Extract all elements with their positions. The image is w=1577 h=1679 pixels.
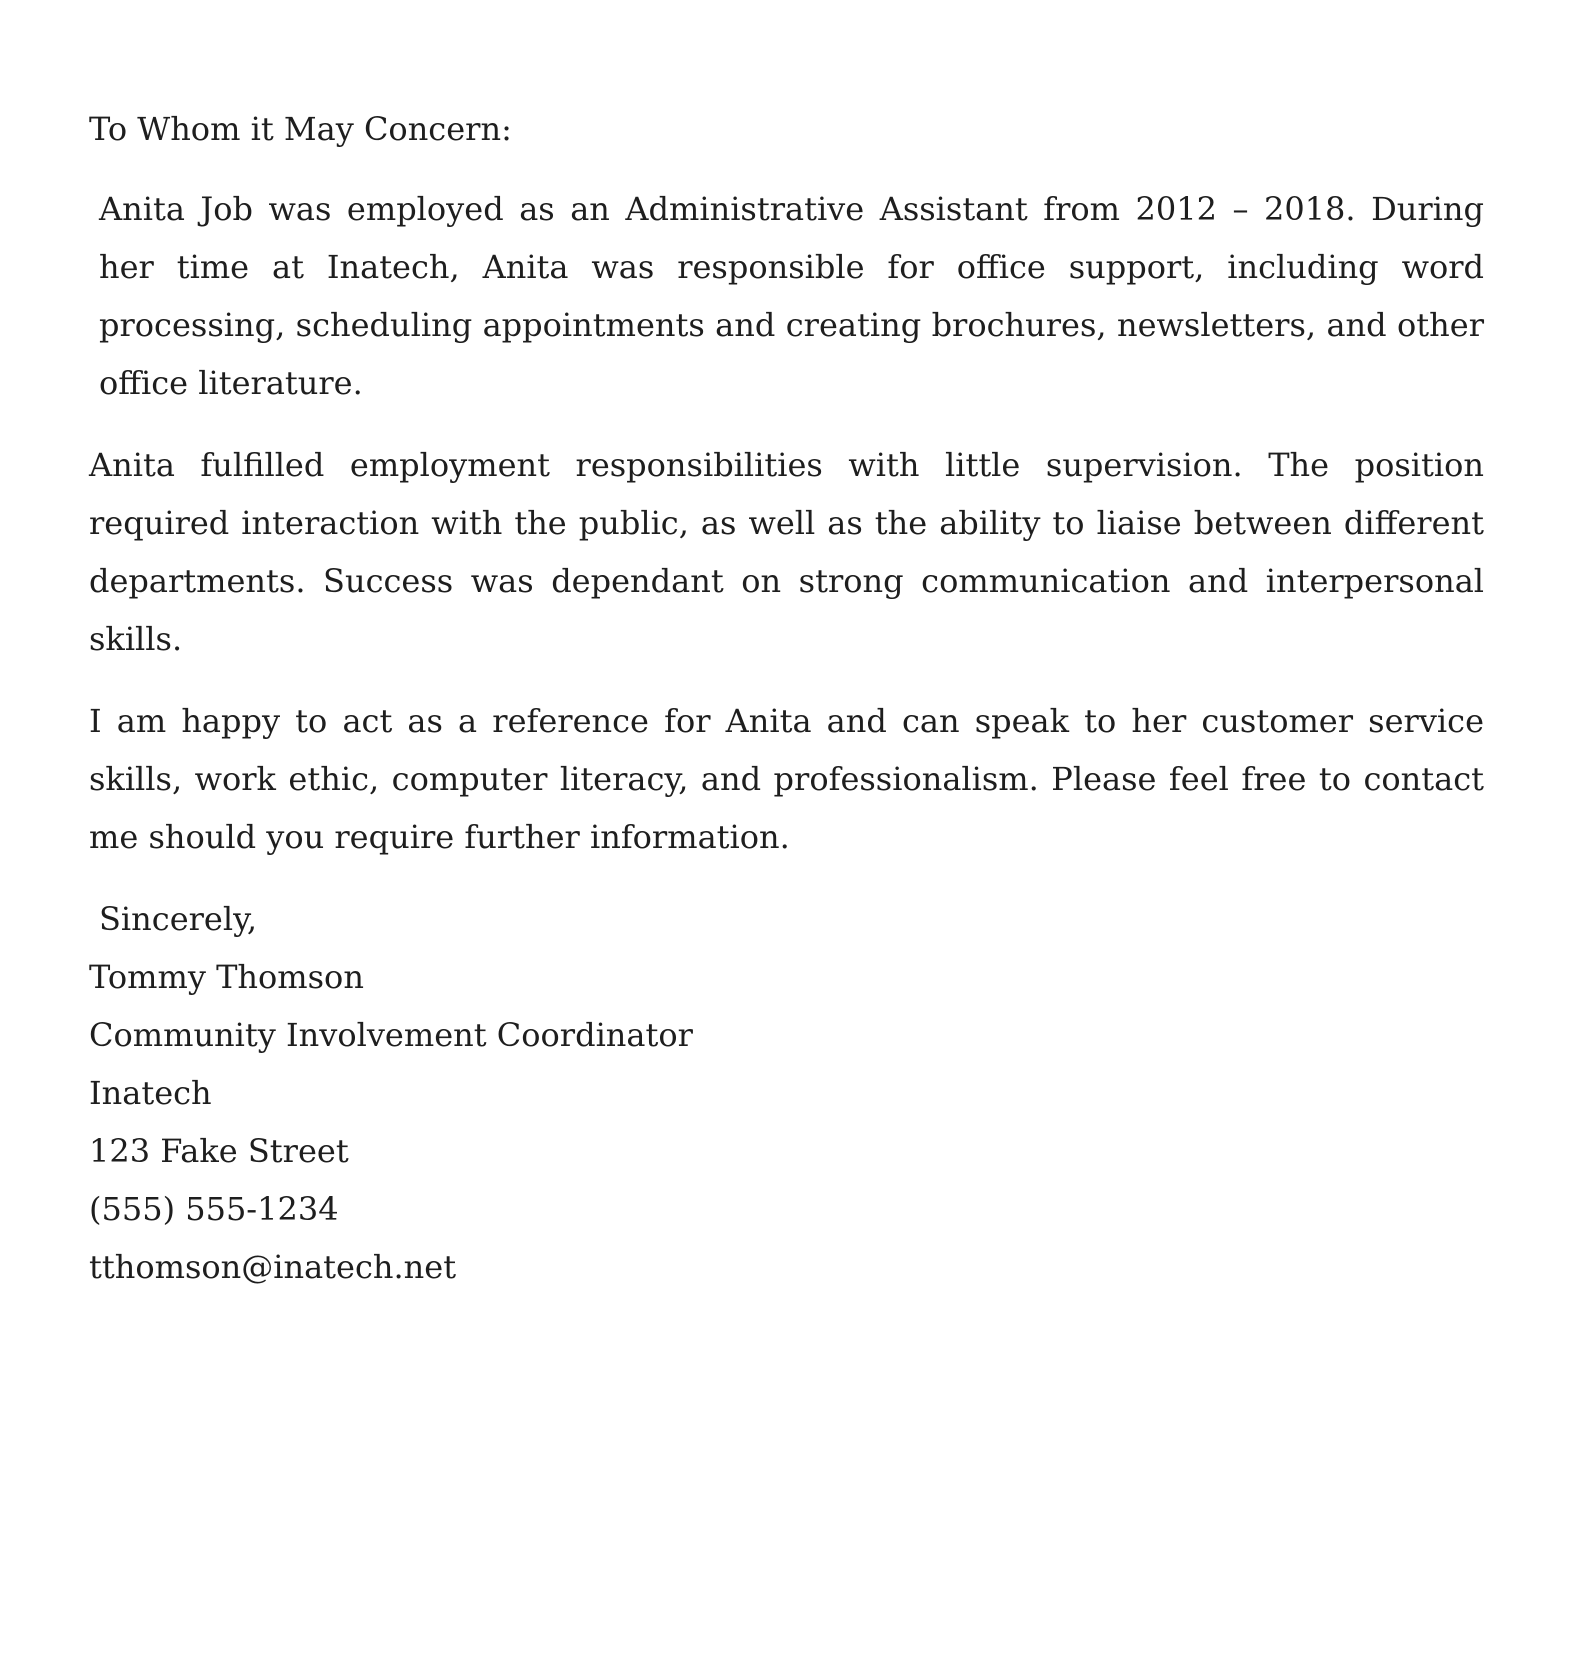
paragraph-employment: Anita Job was employed as an Administrative Assistant from 2012 – 2018. During her time at Inatech, Anita was responsible for office support, including word processing, scheduling appointments and creating brochures, newsletters, and other office literature. [99, 190, 1484, 402]
signer-company: Inatech [89, 1074, 212, 1112]
paragraph-reference: I am happy to act as a reference for Anita and can speak to her customer service skills, work ethic, computer literacy, and professionalism. Please feel free to contact me should you require further information. [89, 702, 1484, 856]
signer-name: Tommy Thomson [89, 958, 364, 996]
reference-letter [89, 100, 1484, 1296]
signature-block [89, 890, 1484, 1296]
signer-phone: (555) 555-1234 [89, 1190, 339, 1228]
signer-address: 123 Fake Street [89, 1132, 349, 1170]
signer-email: tthomson@inatech.net [89, 1248, 457, 1286]
paragraph-responsibilities: Anita fulfilled employment responsibilities with little supervision. The position required interaction with the public, as well as the ability to liaise between different departments. Success was dependant on strong communication and interpersonal skills. [89, 446, 1484, 658]
salutation: To Whom it May Concern: [89, 110, 512, 148]
signer-title: Community Involvement Coordinator [89, 1016, 693, 1054]
closing: Sincerely, [99, 900, 258, 938]
